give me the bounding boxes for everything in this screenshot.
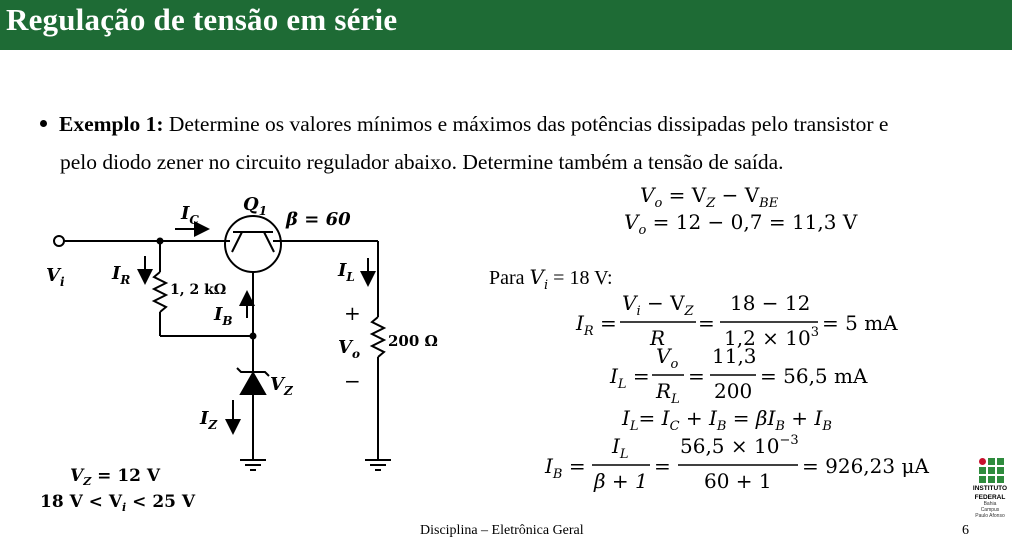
iz-label: $I_Z$ (200, 408, 218, 432)
eq-il-num2: 11,3 (712, 344, 757, 368)
eq-ir-num2: 18 − 12 (730, 291, 811, 315)
eq-ib-num: $I_L$ (612, 434, 629, 462)
ir-label: $I_R$ (112, 263, 131, 287)
logo-line-5: Paulo Afonso (975, 513, 1005, 519)
transistor-collector (232, 232, 242, 252)
logo-line-1: INSTITUTO (972, 485, 1008, 492)
eq-ib-den: β + 1 (594, 469, 648, 493)
transistor-emitter (264, 232, 274, 252)
zener-diode (241, 373, 265, 394)
eq-vo-value: $V_o = 12 - 0,7 = 11,3$ V (624, 210, 858, 238)
eq-vo-formula: $V_o = V_Z - V_{BE}$ (640, 183, 779, 211)
rl-value: 200 Ω (388, 332, 438, 350)
r1-value: 1, 2 kΩ (170, 282, 227, 298)
eq-eq-2: = (688, 364, 705, 388)
eq-il-den: $R_L$ (656, 379, 680, 407)
intro-line-2: pelo diodo zener no circuito regulador abaixo. Determine também a tensão de saída. (60, 150, 784, 174)
resistor-r1 (154, 272, 166, 312)
eq-ib-num2: $56,5 \times 10^{-3}$ (680, 433, 799, 458)
eq-ir-den2: $1,2 \times 10^3$ (724, 325, 820, 350)
vz-label: $V_Z$ (270, 374, 293, 398)
logo-line-3: Bahia (983, 501, 997, 507)
vo-label: $V_o$ (338, 337, 360, 361)
page-title: Regulação de tensão em série (6, 2, 398, 37)
plus-sign: + (344, 301, 361, 325)
eq-il-result: = 56,5 mA (760, 364, 868, 388)
eq-ir-den: R (650, 326, 666, 350)
vz-condition: $V_Z = 12$ V (70, 466, 161, 488)
intro-text-1: Determine os valores mínimos e máximos das potências dissipadas pelo transistor e (163, 112, 889, 136)
footer-course: Disciplina – Eletrônica Geral (420, 523, 584, 538)
eq-il-lhs: $I_L$ = (610, 364, 650, 392)
eq-eq-1: = (698, 311, 715, 335)
eq-ib-lhs: $I_B$ = (545, 454, 586, 482)
il-label: $I_L$ (338, 260, 355, 284)
example-label: Exemplo 1: (59, 112, 164, 136)
para-line: Para $V_i = 18$ V: (489, 265, 613, 293)
institute-logo (968, 458, 1012, 520)
resistor-rl (372, 317, 384, 357)
beta-label: β = 60 (286, 209, 351, 230)
eq-il-sum: $I_L= I_C + I_B = \beta I_B + I_B$ (622, 406, 832, 434)
equations (489, 183, 929, 493)
eq-ib-den2: 60 + 1 (704, 469, 772, 493)
eq-ir-num: $V_i - V_Z$ (622, 291, 694, 319)
page-number: 6 (962, 523, 969, 538)
vi-condition: 18 $V < V_i < 25$ V (40, 492, 196, 514)
eq-ir-lhs: $I_R$ = (576, 311, 617, 339)
logo-grid-icon (979, 458, 1012, 483)
eq-ir-result: = 5 mA (822, 311, 898, 335)
input-terminal (54, 236, 64, 246)
transistor-q1 (225, 216, 281, 272)
eq-ib-result: = 926,23 μA (802, 454, 929, 478)
ib-label: $I_B$ (214, 304, 233, 328)
q1-label: $Q_1$ (243, 194, 268, 218)
eq-eq-3: = (654, 454, 671, 478)
eq-il-den2: 200 (714, 379, 753, 403)
eq-il-num: $V_o$ (656, 344, 679, 372)
minus-sign: − (344, 369, 361, 393)
vi-label: $V_i$ (46, 265, 65, 289)
logo-line-2: FEDERAL (974, 494, 1006, 501)
logo-line-4: Campus (980, 507, 1000, 513)
ic-label: $I_C$ (181, 203, 199, 227)
